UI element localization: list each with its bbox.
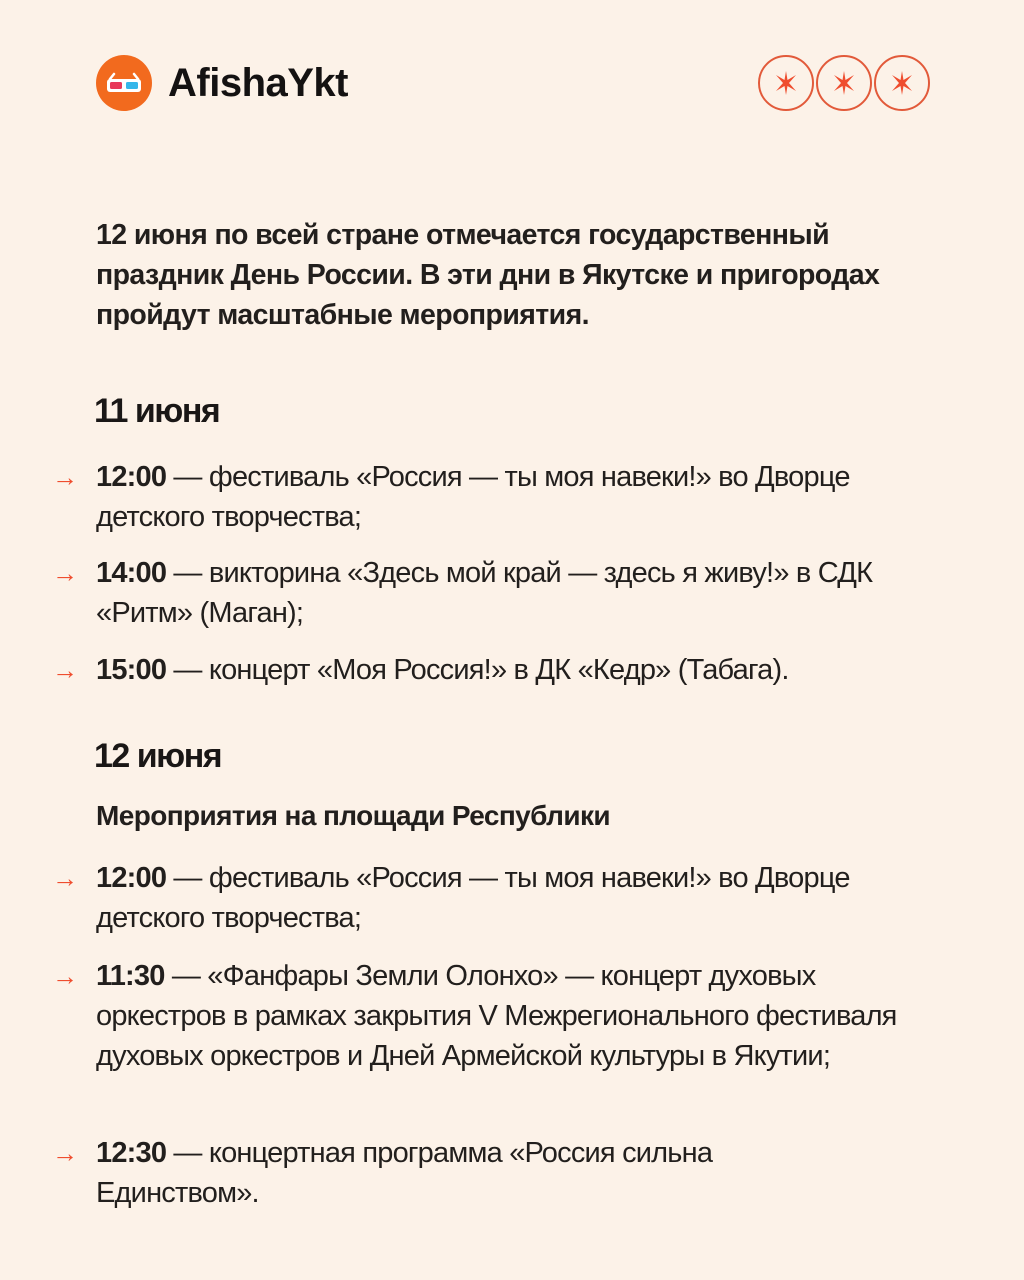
event-time: 12:00 [96,461,167,493]
intro-paragraph: 12 июня по всей стране отмечается государственный праздник День России. В эти дни в Якутске и пригородах пройдут масштабные мероприятия. [96,219,880,331]
arrow-right-icon: → [52,961,78,991]
arrow-right-icon: → [52,655,78,685]
event-description: — концерт «Моя Россия!» в ДК «Кедр» (Табага). [166,654,789,686]
section-subheading: Мероприятия на площади Республики [96,800,610,831]
decorative-stars [756,55,930,111]
arrow-right-icon: → [52,1138,78,1168]
event-description: — фестиваль «Россия — ты моя навеки!» во Дворце детского творчества; [96,461,850,533]
event-item [52,858,936,938]
event-description: — фестиваль «Россия — ты моя навеки!» во Дворце детского творчества; [96,862,850,934]
event-description: — концертная программа «Россия сильна Единством». [96,1137,713,1209]
event-item [52,457,936,537]
event-item [52,650,936,690]
day-heading-11: 11 июня [94,392,220,430]
event-time: 12:00 [96,862,167,894]
event-item [52,1133,796,1213]
event-time: 11:30 [96,960,165,992]
arrow-right-icon: → [52,462,78,492]
day-heading-12: 12 июня [94,737,222,775]
header [96,54,930,112]
event-time: 12:30 [96,1137,167,1169]
brand-name: AfishaYkt [168,60,348,105]
3d-glasses-icon [96,55,152,111]
event-time: 14:00 [96,557,167,589]
arrow-right-icon: → [52,558,78,588]
event-item [52,956,936,1076]
star-icon [758,55,814,111]
arrow-right-icon: → [52,863,78,893]
event-description: — викторина «Здесь мой край — здесь я живу!» в СДК «Ритм» (Маган); [96,557,873,629]
star-icon [874,55,930,111]
event-time: 15:00 [96,654,167,686]
event-description: — «Фанфары Земли Олонхо» — концерт духовых оркестров в рамках закрытия V Межрегионального фестиваля духовых оркестров и Дней Армейской культуры в Якутии; [96,960,897,1072]
brand [96,55,348,111]
star-icon [816,55,872,111]
event-item [52,553,876,633]
